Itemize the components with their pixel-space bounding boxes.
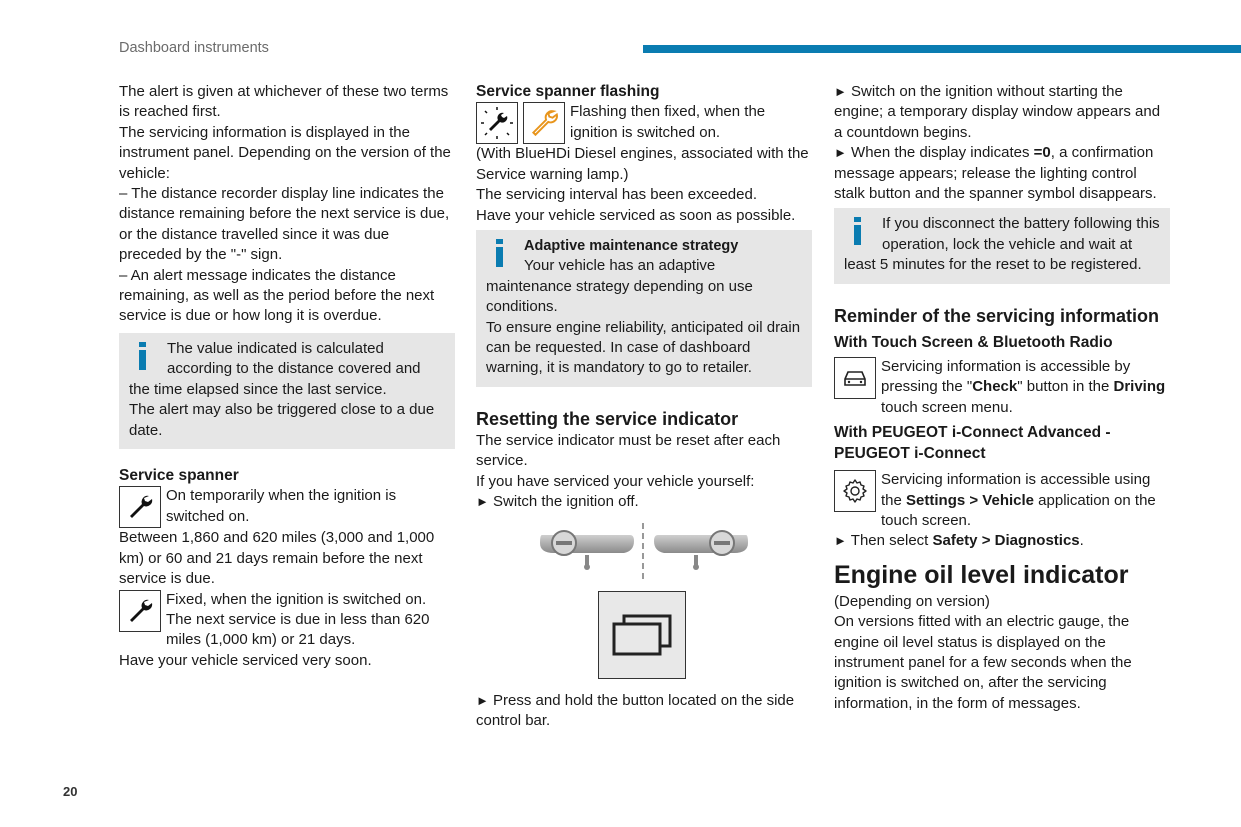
bullet-step bbox=[834, 143, 1170, 204]
text-bold: Driving bbox=[1113, 378, 1166, 396]
flash-row bbox=[476, 102, 812, 143]
settings-gear-icon bbox=[834, 470, 876, 512]
paragraph: Have your vehicle serviced as soon as possible. bbox=[476, 206, 796, 224]
step-text: Press and hold the button located on the side control bar. bbox=[476, 691, 795, 729]
text-bold: Check bbox=[972, 378, 1018, 396]
section-heading: Service spanner bbox=[119, 466, 239, 484]
paragraph: Between 1,860 and 620 miles (3,000 and 1,000 km) or 60 and 21 days remain before the next service is due. bbox=[119, 529, 435, 588]
header-accent-bar bbox=[643, 45, 1241, 53]
paragraph: – An alert message indicates the distance remaining, as well as the period before the next service is due or how long it is overdue. bbox=[119, 266, 435, 325]
orange-spanner-icon bbox=[523, 102, 565, 144]
touch-row bbox=[834, 357, 1170, 418]
subsection-heading: With PEUGEOT i-Connect Advanced - PEUGEOT i-Connect bbox=[834, 424, 1111, 462]
note-text: If you disconnect the battery following this operation, lock the vehicle and wait at least 5 minutes for the reset to be registered. bbox=[844, 215, 1160, 274]
spanner-icon bbox=[119, 590, 161, 632]
paragraph bbox=[834, 357, 1170, 418]
info-icon bbox=[133, 342, 159, 372]
flashing-spanner-icon bbox=[476, 102, 518, 144]
paragraph: The servicing interval has been exceeded. bbox=[476, 186, 758, 204]
bullet-arrow: ► bbox=[476, 692, 489, 708]
step-text: Switch the ignition off. bbox=[493, 493, 639, 511]
note-text: To ensure engine reliability, anticipated oil drain can be requested. In case of dashboard warning, it is mandatory to go to retailer. bbox=[486, 318, 801, 377]
paragraph: On temporarily when the ignition is switched on. bbox=[166, 487, 397, 525]
note-text: The value indicated is calculated according to the distance covered and the time elapsed since the last service. bbox=[129, 339, 421, 398]
paragraph bbox=[834, 470, 1170, 531]
spanner-row bbox=[119, 486, 455, 527]
spanner-icon bbox=[119, 486, 161, 528]
column-2 bbox=[476, 82, 812, 731]
bullet-step bbox=[834, 531, 1170, 551]
spanner-row bbox=[119, 590, 455, 651]
section-title: Engine oil level indicator bbox=[834, 560, 1129, 589]
text: Servicing information is accessible by pressing the " bbox=[881, 358, 1131, 396]
step-text: Then select bbox=[850, 532, 933, 550]
paragraph: (With BlueHDi Diesel engines, associated with the Service warning lamp.) bbox=[476, 145, 809, 183]
info-icon bbox=[490, 239, 516, 269]
car-icon bbox=[834, 357, 876, 399]
paragraph: The service indicator must be reset after each service. bbox=[476, 431, 781, 470]
step-text: . bbox=[1079, 532, 1084, 550]
step-text: When the display indicates bbox=[851, 144, 1034, 162]
info-icon bbox=[848, 217, 874, 247]
step-text: , a confirmation message appears; release the lighting control stalk button and the spanner symbol disappears. bbox=[834, 144, 1157, 203]
paragraph: Have your vehicle serviced very soon. bbox=[119, 651, 372, 669]
column-1 bbox=[119, 82, 455, 671]
paragraph: – The distance recorder display line indicates the distance remaining before the next service is due, or the distance travelled since it was due preceded by the "-" sign. bbox=[119, 185, 450, 264]
text: application on the touch screen. bbox=[881, 491, 1156, 529]
paragraph: If you have serviced your vehicle yourself: bbox=[476, 472, 755, 490]
text: touch screen menu. bbox=[881, 398, 1013, 416]
bullet-arrow: ► bbox=[476, 494, 489, 510]
bullet-arrow: ► bbox=[834, 533, 847, 549]
section-heading: Service spanner flashing bbox=[476, 83, 660, 100]
bullet-step bbox=[834, 82, 1170, 143]
note-title: Adaptive maintenance strategy bbox=[524, 238, 739, 255]
text: " button in the bbox=[1017, 378, 1114, 396]
column-3 bbox=[834, 82, 1170, 714]
paragraph: Fixed, when the ignition is switched on. The next service is due in less than 620 miles (1,000 km) or 21 days. bbox=[166, 590, 430, 649]
step-text: Switch on the ignition without starting the engine; a temporary display window appears and a countdown begins. bbox=[834, 83, 1161, 141]
bullet-step bbox=[476, 691, 812, 732]
page-number: 20 bbox=[63, 784, 78, 799]
side-control-button-illustration bbox=[598, 591, 686, 679]
text: Servicing information is accessible using the bbox=[881, 471, 1151, 509]
step-text-bold: Safety > Diagnostics bbox=[932, 532, 1080, 550]
section-heading: Reminder of the servicing information bbox=[834, 305, 1160, 326]
info-note bbox=[119, 333, 455, 449]
section-heading: Resetting the service indicator bbox=[476, 408, 739, 429]
paragraph: On versions fitted with an electric gauge, the engine oil level status is displayed on the instrument panel for a few seconds when the ignition is switched on, after the servicing information, in the form of messages. bbox=[834, 613, 1132, 712]
paragraph: The alert is given at whichever of these two terms is reached first. bbox=[119, 83, 449, 121]
step-text-bold: =0 bbox=[1033, 144, 1051, 162]
note-text: The alert may also be triggered close to a due date. bbox=[129, 401, 435, 439]
paragraph: (Depending on version) bbox=[834, 592, 990, 610]
page-header-title: Dashboard instruments bbox=[119, 40, 269, 56]
paragraph: Flashing then fixed, when the ignition is switched on. bbox=[570, 103, 766, 141]
subsection-heading: With Touch Screen & Bluetooth Radio bbox=[834, 333, 1113, 351]
info-note bbox=[476, 230, 812, 387]
text-bold: Settings > Vehicle bbox=[906, 491, 1034, 509]
note-text: Your vehicle has an adaptive maintenance strategy depending on use conditions. bbox=[486, 257, 753, 316]
steering-wheel-illustration bbox=[476, 519, 812, 585]
bullet-step bbox=[476, 492, 812, 512]
bullet-arrow: ► bbox=[834, 145, 847, 161]
iconnect-row bbox=[834, 470, 1170, 531]
bullet-arrow: ► bbox=[834, 84, 847, 99]
info-note bbox=[834, 208, 1170, 283]
paragraph: The servicing information is displayed in the instrument panel. Depending on the version of the vehicle: bbox=[119, 123, 451, 182]
